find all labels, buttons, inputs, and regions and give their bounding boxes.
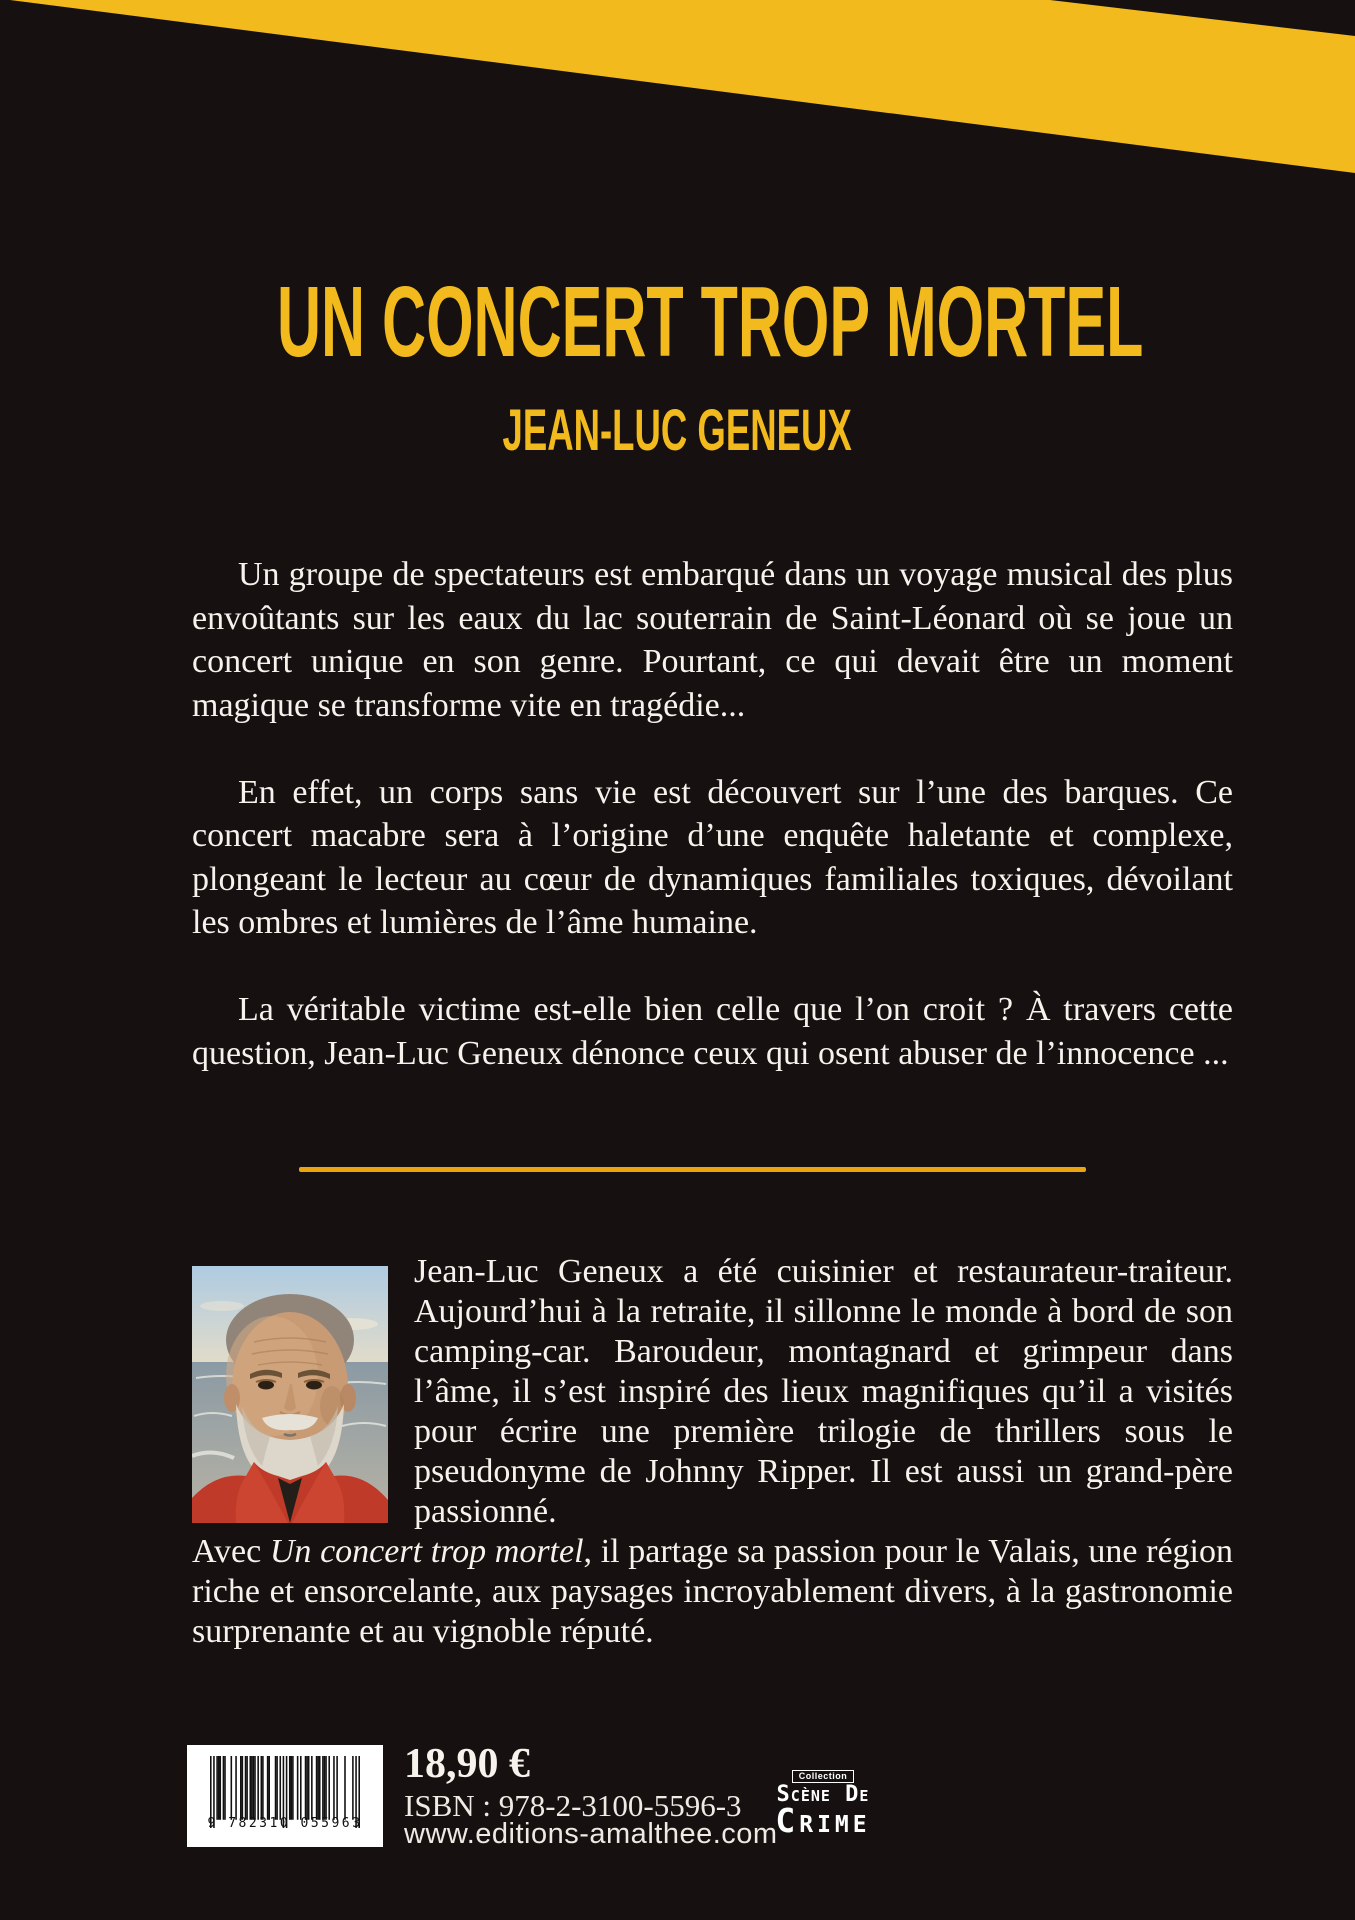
barcode-number: 9 782310 055963 [207,1816,363,1831]
price-label: 18,90 € [404,1741,530,1787]
author-name-text: JEAN-LUC GENEUX [502,398,853,463]
publisher-website: www.editions-amalthee.com [404,1818,778,1850]
author-photo [192,1266,388,1523]
barcode [187,1745,383,1847]
isbn-label: ISBN : 978-2-3100-5596-3 [404,1788,742,1823]
synopsis-paragraph-2: En effet, un corps sans vie est découvert sur l’une des barques. Ce concert macabre sera à l’origine d’une enquête haletante et complexe, plongeant le lecteur au cœur de dynamiques familiales toxiques, dévoilant les ombres et lumières de l’âme humaine. [192,773,1233,941]
collection-badge [748,1764,898,1840]
author-bio [192,1252,1233,1652]
book-title-italic: Un concert trop mortel [269,1533,584,1570]
bio-paragraph-2 [192,1532,1233,1652]
collection-label: Collection [792,1770,855,1783]
separator-line [299,1167,1086,1172]
collection-name-line1: Scène De [776,1782,870,1807]
bio-paragraph-1: Jean-Luc Geneux a été cuisinier et restaurateur-traiteur. Aujourd’hui à la retraite, il sillonne le monde à bord de son camping-car. Baroudeur, montagnard et grimpeur dans l’âme, il s’est inspiré des lieux magnifiques qu’il a visités pour écrire une première trilogie de thrillers sous le pseudonyme de Johnny Ripper. Il est aussi un grand-père passionné. [414,1253,1233,1530]
book-title [0,266,1355,378]
bio-p2-suffix: , il partage sa passion pour le Valais, une région riche et ensorcelante, aux paysages incroyablement divers, à la gastronomie surprenante et au vignoble réputé. [192,1533,1233,1650]
book-title-text: UN CONCERT TROP MORTEL [276,266,1144,378]
synopsis-paragraph-3: La véritable victime est-elle bien celle que l’on croit ? À travers cette question, Jean-Luc Geneux dénonce ceux qui osent abuser de l’innocence ... [192,991,1233,1072]
author-name [0,398,1355,463]
yellow-diagonal-band [0,0,1355,200]
synopsis-paragraph-1: Un groupe de spectateurs est embarqué dans un voyage musical des plus envoûtants sur les eaux du lac souterrain de Saint-Léonard où se joue un concert unique en son genre. Pourtant, ce qui devait être un moment magique se transforme vite en tragédie... [192,556,1233,724]
collection-name-line2: Crime [775,1801,871,1840]
bio-p2-prefix: Avec [192,1533,270,1570]
synopsis [192,553,1233,1075]
